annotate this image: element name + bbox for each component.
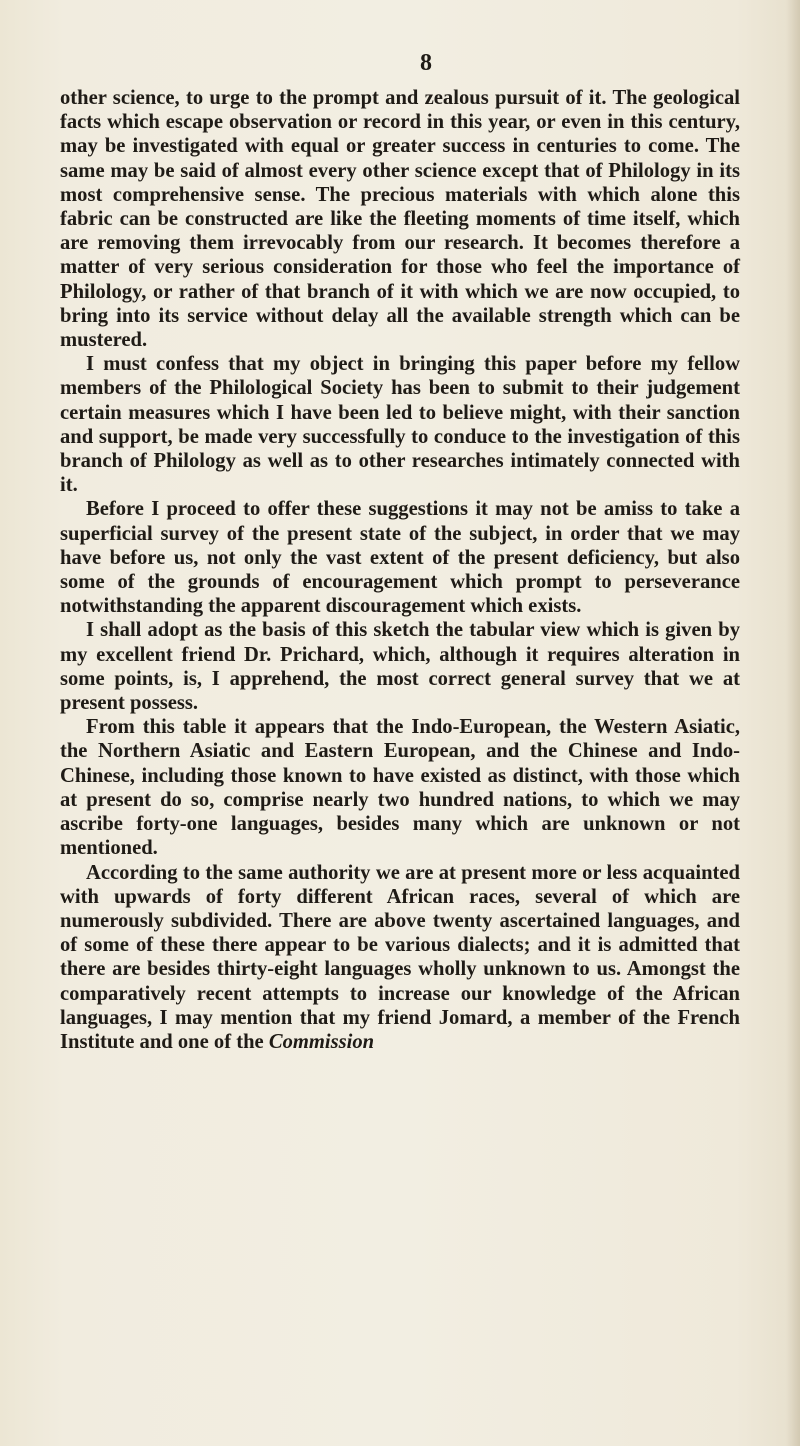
paragraph-6-italic: Commission — [268, 1030, 375, 1053]
paragraph-3: Before I proceed to offer these suggestions it may not be amiss to take a superficial survey of the present state of the subject, in order that we may have before us, not only the vast extent of the present deficiency, but also some of the grounds of encouragement which prompt to perseverance notwithstanding the apparent discouragement which exists. — [60, 498, 740, 618]
paragraph-6 — [60, 861, 740, 1055]
paragraph-1: other science, to urge to the prompt and zealous pursuit of it. The geological facts which escape observation or record in this year, or even in this century, may be investigated with equal or greater success in centuries to come. The same may be said of almost every other science except that of Philology in its most comprehensive sense. The precious materials with which alone this fabric can be constructed are like the fleeting moments of time itself, which are removing them irrevocably from our research. It becomes therefore a matter of very serious consideration for those who feel the importance of Philology, or rather of that branch of it with which we are now occupied, to bring into its service without delay all the available strength which can be mustered. — [60, 87, 740, 352]
paragraph-5: From this table it appears that the Indo-European, the Western Asiatic, the Northern Asiatic and Eastern European, and the Chinese and Indo-Chinese, including those known to have existed as distinct, with those which at present do so, comprise nearly two hundred nations, to which we may ascribe forty-one languages, besides many which are unknown or not mentioned. — [60, 716, 740, 860]
paragraph-4: I shall adopt as the basis of this sketch the tabular view which is given by my excellent friend Dr. Prichard, which, although it requires alteration in some points, is, I apprehend, the most correct general survey that we at present possess. — [60, 619, 740, 715]
paragraph-2: I must confess that my object in bringing this paper before my fellow members of the Philological Society has been to submit to their judgement certain measures which I have been led to believe might, with their sanction and support, be made very successfully to conduce to the investigation of this branch of Philology as well as to other researches intimately connected with it. — [60, 353, 740, 497]
paragraph-6-text: According to the same authority we are at present more or less acquainted with upwards of forty different African races, several of which are numerously subdivided. There are above twenty ascertained languages, and of some of these there appear to be various dialects; and it is admitted that there are besides thirty-eight languages wholly unknown to us. Amongst the comparatively recent attempts to increase our knowledge of the African languages, I may mention that my friend Jomard, a member of the French Institute and one of the — [60, 861, 740, 1053]
page-edge-shadow — [786, 0, 800, 1446]
page-number: 8 — [420, 50, 433, 76]
body-text — [60, 86, 740, 1054]
